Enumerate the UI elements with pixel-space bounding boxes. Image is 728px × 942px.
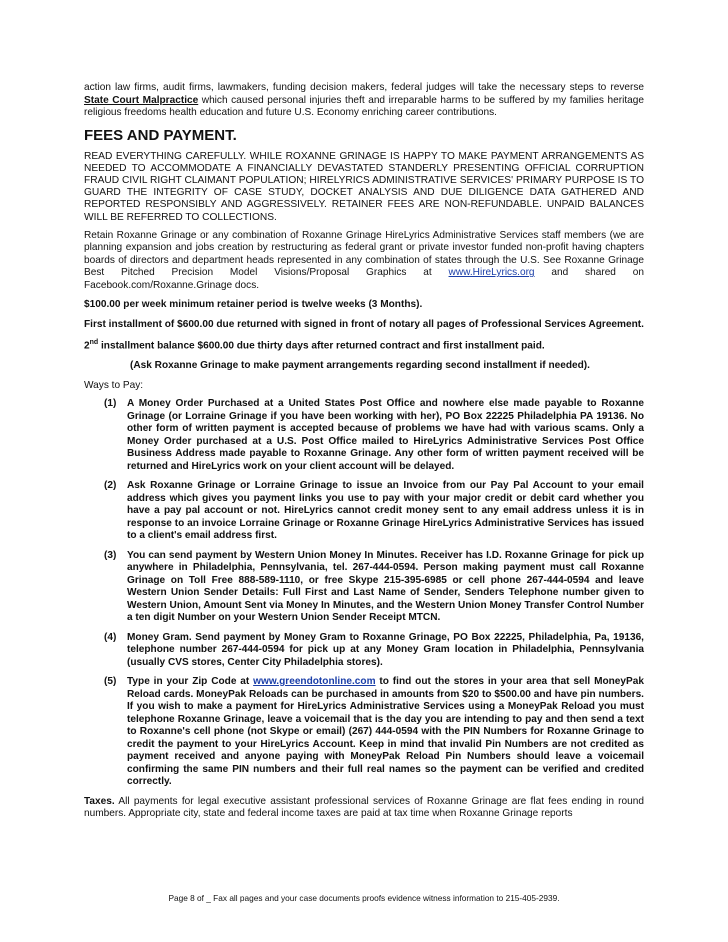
ask-note: (Ask Roxanne Grinage to make payment arrangements regarding second installment if needed). xyxy=(130,360,590,372)
intro-paragraph: action law firms, audit firms, lawmakers, funding decision makers, federal judges will take the necessary steps to reverse State Court Malpractice which caused personal injuries theft and irreparable harms to be suffered by my families heritage religious freedoms health education and future U.S. Economy enriching career contributions. xyxy=(84,82,644,118)
list-item: (1) A Money Order Purchased at a United States Post Office and nowhere else made payable to Roxanne Grinage (or Lorraine Grinage if you have been working with her), PO Box 22225 Philadelphia PA 19136. No other form of written payment is accepted because of problems we have had with various scams. Only a Money Order purchased at a U.S. Post Office mailed to HireLyrics Administrative Services Post Office Business Address made payable to Roxanne Grinage. Any other form of written payment received will be returned and HireLyrics work on your client account will be delayed. xyxy=(104,398,644,472)
minimum-retainer: $100.00 per week minimum retainer period is twelve weeks (3 Months). xyxy=(84,299,423,311)
greendot-link[interactable]: www.greendotonline.com xyxy=(253,676,376,688)
list-item: (4) Money Gram. Send payment by Money Gram to Roxanne Grinage, PO Box 22225, Philadelphia, Pa, 19136, telephone number 267-444-0594 for pick up at any Money Gram location in Philadelphia, Pennsylvania (usually CVS stores, Center City Philadelphia stores). xyxy=(104,631,644,668)
list-item: (2) Ask Roxanne Grinage or Lorraine Grinage to issue an Invoice from our Pay Pal Account to your email address which gives you payment links you use to pay with your major credit or debit card whether you have a pay pal account or not. HireLyrics cannot credit money sent to any email address unless it is in response to an invoice Lorraine Grinage or Roxanne Grinage HireLyrics Administrative Services has issued to a client's email address first. xyxy=(104,480,644,542)
fees-heading: FEES AND PAYMENT. xyxy=(84,126,237,144)
retain-paragraph: Retain Roxanne Grinage or any combination of Roxanne Grinage HireLyrics Administrative Services staff members (we are planning expansion and jobs creation by restructuring as federal grant or private investor funded non-profit having chapters boards of directors and department heads represented in any combination of states through the U.S. See Roxanne Grinage Best Pitched Precision Model Visions/Proposal Graphics at www.HireLyrics.org and shared on Facebook.com/Roxanne.Grinage docs. xyxy=(84,229,644,291)
list-item: (5) Type in your Zip Code at www.greendotonline.com to find out the stores in your area that sell MoneyPak Reload cards. MoneyPak Reloads can be purchased in amounts from $20 to $500.00 and have pin numbers. If you wish to make a payment for HireLyrics Administrative Services using a MoneyPak Reload you must telephone Roxanne Grinage, leave a voicemail that is the day you are intending to pay and then send a text to Roxanne's cell phone (not Skype or email) (267) 444-0594 with the PIN Numbers for Roxanne Grinage to credit the payment to your HireLyrics Account. Keep in mind that invalid Pin Numbers are not credited as payment received and anyone paying with MoneyPak Reload Pin Numbers should leave a voicemail confirming the same PIN numbers and their full real names so the payment can be verified and credited correctly. xyxy=(104,676,644,788)
page-content xyxy=(84,82,644,821)
second-installment: 2nd installment balance $600.00 due thirty days after returned contract and first installment paid. xyxy=(84,339,545,352)
ways-label: Ways to Pay: xyxy=(84,379,144,391)
list-item: (3) You can send payment by Western Union Money In Minutes. Receiver has I.D. Roxanne Grinage for pick up anywhere in Philadelphia, Pennsylvania, tel. 267-444-0594. Person making payment must call Roxanne Grinage on Toll Free 888-589-1110, or free Skype 215-395-6985 or cell phone 267-444-0594 and leave Western Union Sender Details: Full First and Last Name of Sender, Senders Telephone number given to Western Union, Amount Sent via Money In Minutes, and the Western Union Money Transfer Control Number a ten digit Number on your Western Union Sender Receipt MTCN. xyxy=(104,549,644,624)
hirelyrics-link[interactable]: www.HireLyrics.org xyxy=(448,267,535,279)
ways-list xyxy=(84,398,644,789)
taxes-paragraph: Taxes. All payments for legal executive assistant professional services of Roxanne Grinage are flat fees ending in round numbers. Appropriate city, state and federal income taxes are paid at tax time when Roxanne Grinage reports xyxy=(84,795,644,820)
fees-caps-paragraph: READ EVERYTHING CAREFULLY. WHILE ROXANNE GRINAGE IS HAPPY TO MAKE PAYMENT ARRANGEMENTS AS NEEDED TO ACCOMMODATE A FINANCIALLY DEVASTATED STANDERLY PRESENTING OFFICIAL CORRUPTION FRAUD CIVIL RIGHT CLAIMANT POPULATION; HIRELYRICS ADMINISTRATIVE SERVICES' PRIMARY PURPOSE IS TO GUARD THE INTEGRITY OF CASE STUDY, DOCKET ANALYSIS AND DUE DILIGENCE DATA GATHERED AND REPORTED RESPONSIBLY AND AGGRESSIVELY. RETAINER FEES ARE NON-REFUNDABLE. UNPAID BALANCES WILL BE REFERRED TO COLLECTIONS. xyxy=(84,150,644,223)
first-installment: First installment of $600.00 due returned with signed in front of notary all pages of Professional Services Agreement. xyxy=(84,318,644,330)
state-court-malpractice-link[interactable]: State Court Malpractice xyxy=(84,94,199,106)
page-footer: Page 8 of _ Fax all pages and your case documents proofs evidence witness information to 215-405-2939. xyxy=(168,893,560,903)
